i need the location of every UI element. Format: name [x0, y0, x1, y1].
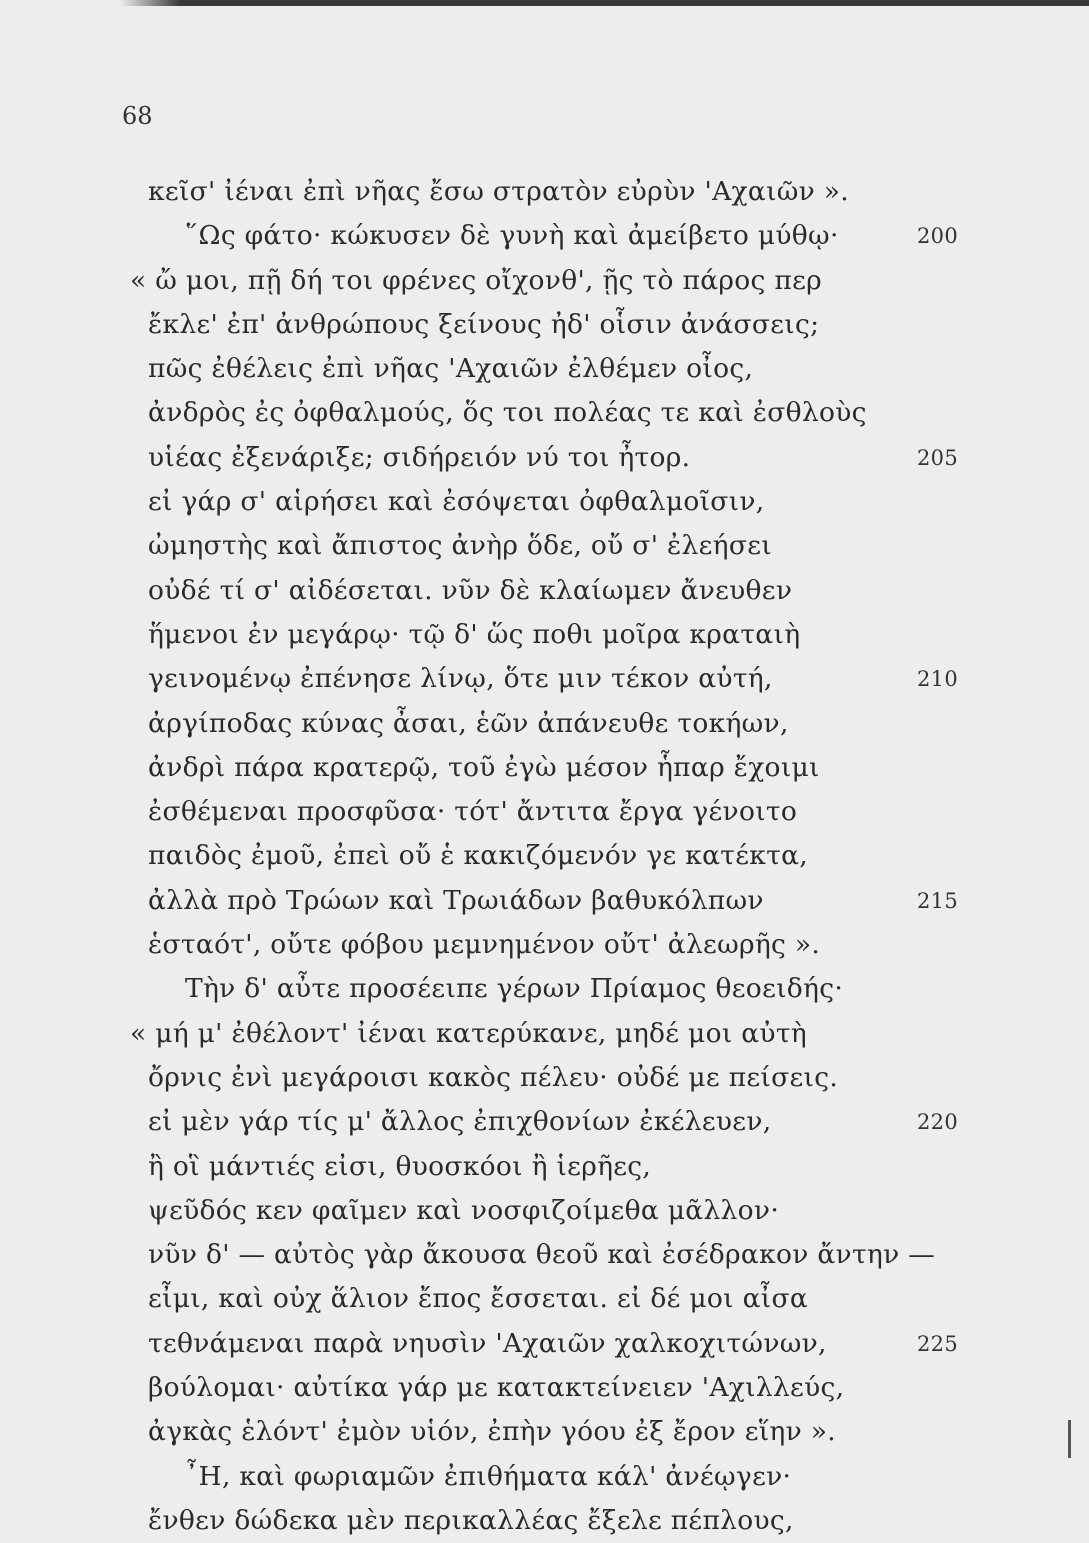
verse-text: πῶς ἐθέλεις ἐπὶ νῆας 'Αχαιῶν ἐλθέμεν οἶος, [148, 353, 754, 385]
verse-text: ἢ οἳ μάντιές εἰσι, θυοσκόοι ἢ ἱερῆες, [148, 1150, 652, 1182]
line-number: 215 [917, 888, 958, 913]
verse-text: ὠμηστὴς καὶ ἄπιστος ἀνὴρ ὅδε, οὔ σ' ἐλεήσει [148, 530, 772, 562]
verse-text: ῏Η, καὶ φωριαμῶν ἐπιθήματα κάλ' ἀνέῳγεν· [185, 1460, 792, 1492]
verse-line [120, 923, 980, 967]
verse-text: οὐδέ τί σ' αἰδέσεται. νῦν δὲ κλαίωμεν ἄνευθεν [148, 574, 793, 606]
verse-line [120, 1145, 980, 1189]
verse-text: ῞Ως φάτο· κώκυσεν δὲ γυνὴ καὶ ἀμείβετο μύθῳ· [185, 220, 839, 252]
verse-text: βούλομαι· αὐτίκα γάρ με κατακτείνειεν 'Αχιλλεύς, [148, 1372, 845, 1404]
verse-line [120, 1189, 980, 1233]
verse-line [120, 967, 980, 1011]
verse-text: παιδὸς ἐμοῦ, ἐπεὶ οὔ ἑ κακιζόμενόν γε κατέκτα, [148, 840, 808, 872]
verse-line [120, 170, 980, 214]
verse-text: ἔνθεν δώδεκα μὲν περικαλλέας ἔξελε πέπλους, [148, 1504, 794, 1536]
verse-text: ἀγκὰς ἑλόντ' ἐμὸν υἱόν, ἐπὴν γόου ἐξ ἔρον εἵην ». [148, 1416, 836, 1448]
verse-text: Τὴν δ' αὖτε προσέειπε γέρων Πρίαμος θεοειδής· [185, 973, 844, 1005]
verse-line [120, 1233, 980, 1277]
verse-text: νῦν δ' — αὐτὸς γὰρ ἄκουσα θεοῦ καὶ ἐσέδρακον ἄντην — [148, 1239, 936, 1271]
verse-text: εἶμι, καὶ οὐχ ἅλιον ἔπος ἔσσεται. εἰ δέ μοι αἶσα [148, 1283, 809, 1315]
verse-text: ψεῦδός κεν φαῖμεν καὶ νοσφιζοίμεθα μᾶλλον· [148, 1194, 780, 1226]
verse-line [120, 1322, 980, 1366]
verse-text: ἐσθέμεναι προσφῦσα· τότ' ἄντιτα ἔργα γένοιτο [148, 796, 798, 828]
verse-text: ὄρνις ἐνὶ μεγάροισι κακὸς πέλευ· οὐδέ με πείσεις. [148, 1061, 839, 1093]
verse-text: εἰ γάρ σ' αἱρήσει καὶ ἐσόψεται ὀφθαλμοῖσιν, [148, 486, 765, 518]
verse-line [120, 657, 980, 701]
verse-text: κεῖσ' ἰέναι ἐπὶ νῆας ἔσω στρατὸν εὐρὺν 'Αχαιῶν ». [148, 176, 850, 207]
verse-line [120, 1100, 980, 1144]
page-number: 68 [122, 102, 153, 130]
verse-line [120, 790, 980, 834]
verse-line [120, 746, 980, 790]
verse-text: « ὤ μοι, πῇ δή τοι φρένες οἴχονθ', ῇς τὸ πάρος περ [130, 264, 823, 296]
verse-line [120, 1277, 980, 1321]
verse-line [120, 347, 980, 391]
verse-line [120, 303, 980, 347]
verse-text: υἱέας ἐξενάριξε; σιδήρειόν νύ τοι ἦτορ. [148, 441, 691, 473]
verse-line [120, 259, 980, 303]
verse-text: ἀλλὰ πρὸ Τρώων καὶ Τρωιάδων βαθυκόλπων [148, 884, 764, 916]
verse-line [120, 391, 980, 435]
verse-line [120, 524, 980, 568]
verse-text: ἀνδρὸς ἐς ὀφθαλμούς, ὅς τοι πολέας τε καὶ ἐσθλοὺς [148, 397, 867, 429]
line-number: 205 [917, 445, 958, 470]
verse-text: ἥμενοι ἐν μεγάρῳ· τῷ δ' ὥς ποθι μοῖρα κραταιὴ [148, 618, 801, 650]
verse-line [120, 436, 980, 480]
verse-line [120, 879, 980, 923]
verse-line [120, 569, 980, 613]
scan-edge-fade [120, 0, 180, 6]
verse-text: ἑσταότ', οὔτε φόβου μεμνημένον οὔτ' ἀλεωρῆς ». [148, 929, 821, 961]
verse-text: γεινομένῳ ἐπένησε λίνῳ, ὅτε μιν τέκον αὐτή, [148, 663, 773, 695]
verse-text: ἔκλε' ἐπ' ἀνθρώπους ξείνους ἠδ' οἷσιν ἀνάσσεις; [148, 308, 820, 340]
line-number: 200 [917, 224, 958, 249]
verse-text: « μή μ' ἐθέλοντ' ἰέναι κατερύκανε, μηδέ μοι αὐτὴ [130, 1017, 807, 1049]
verse-line [120, 1455, 980, 1499]
line-number: 210 [917, 667, 958, 692]
verse-line [120, 834, 980, 878]
verse-text: τεθνάμεναι παρὰ νηυσὶν 'Αχαιῶν χαλκοχιτώνων, [148, 1327, 827, 1359]
verse-line [120, 1366, 980, 1410]
verse-text: εἰ μὲν γάρ τίς μ' ἄλλος ἐπιχθονίων ἐκέλευεν, [148, 1106, 772, 1138]
verse-line [120, 702, 980, 746]
verse-text: ἀργίποδας κύνας ἆσαι, ἑῶν ἀπάνευθε τοκήων, [148, 707, 789, 739]
line-number: 225 [917, 1331, 958, 1356]
verse-block [120, 170, 980, 1543]
line-number: 220 [917, 1110, 958, 1135]
verse-line [120, 1056, 980, 1100]
verse-line [120, 1499, 980, 1543]
verse-line [120, 1012, 980, 1056]
scan-edge-mark [1068, 1420, 1071, 1458]
verse-text: ἀνδρὶ πάρα κρατερῷ, τοῦ ἐγὼ μέσον ἧπαρ ἔχοιμι [148, 751, 820, 783]
verse-line [120, 613, 980, 657]
scan-edge [180, 0, 1089, 6]
verse-line [120, 480, 980, 524]
verse-line [120, 1410, 980, 1454]
verse-line [120, 214, 980, 258]
